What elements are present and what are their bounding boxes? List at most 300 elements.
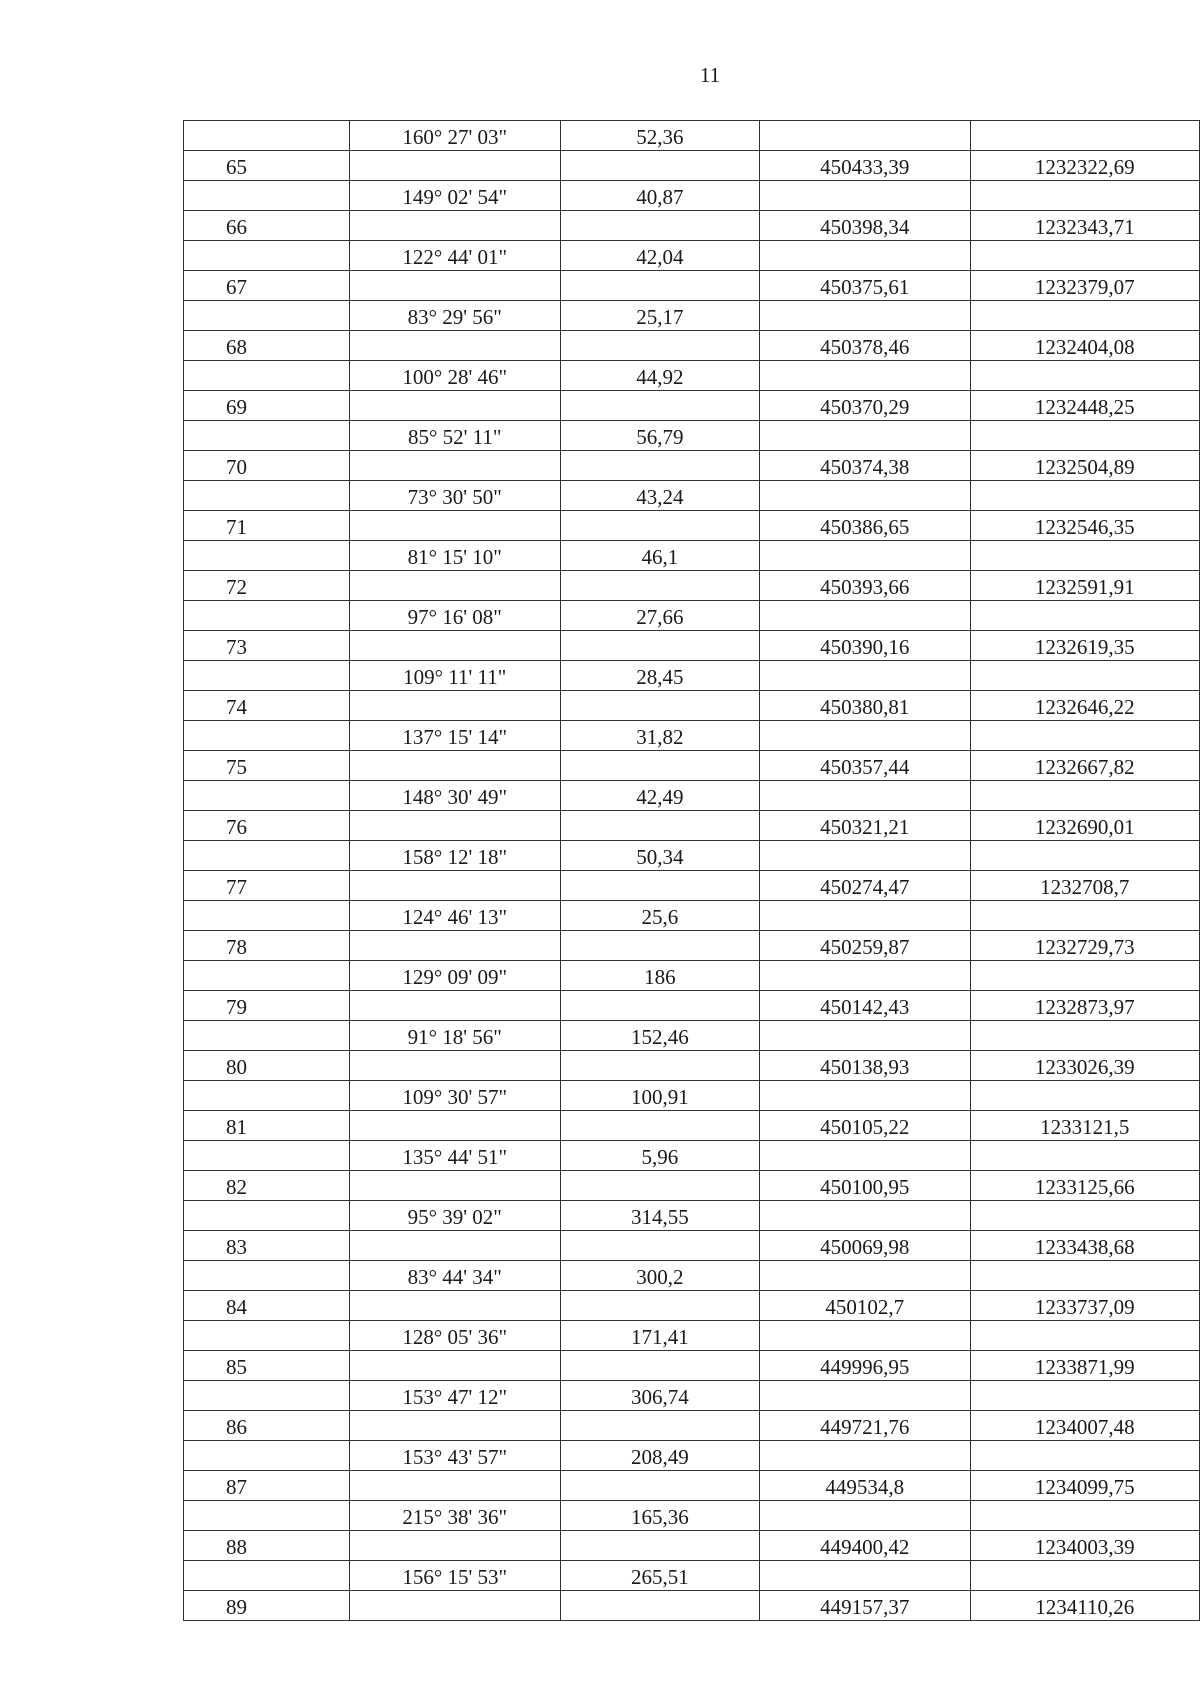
point-number-cell: 65 xyxy=(184,151,350,181)
point-number-cell xyxy=(184,901,350,931)
distance-cell: 152,46 xyxy=(560,1021,759,1051)
direction-angle-cell: 73° 30' 50" xyxy=(349,481,560,511)
y-coordinate-cell xyxy=(970,481,1199,511)
point-number-cell xyxy=(184,781,350,811)
direction-angle-cell xyxy=(349,871,560,901)
distance-cell: 100,91 xyxy=(560,1081,759,1111)
table-row xyxy=(184,541,1200,571)
y-coordinate-cell: 1233121,5 xyxy=(970,1111,1199,1141)
distance-cell: 314,55 xyxy=(560,1201,759,1231)
point-number-cell: 75 xyxy=(184,751,350,781)
x-coordinate-cell xyxy=(760,661,971,691)
distance-cell xyxy=(560,1051,759,1081)
table-row xyxy=(184,631,1200,661)
table-row xyxy=(184,1141,1200,1171)
direction-angle-cell: 83° 29' 56" xyxy=(349,301,560,331)
distance-cell xyxy=(560,1231,759,1261)
x-coordinate-cell: 450375,61 xyxy=(760,271,971,301)
direction-angle-cell xyxy=(349,1591,560,1621)
distance-cell: 27,66 xyxy=(560,601,759,631)
table-row xyxy=(184,1471,1200,1501)
table-row xyxy=(184,751,1200,781)
x-coordinate-cell: 450374,38 xyxy=(760,451,971,481)
y-coordinate-cell xyxy=(970,721,1199,751)
y-coordinate-cell xyxy=(970,1021,1199,1051)
point-number-cell xyxy=(184,661,350,691)
y-coordinate-cell: 1234007,48 xyxy=(970,1411,1199,1441)
point-number-cell: 78 xyxy=(184,931,350,961)
direction-angle-cell xyxy=(349,1351,560,1381)
x-coordinate-cell xyxy=(760,601,971,631)
direction-angle-cell xyxy=(349,211,560,241)
distance-cell xyxy=(560,1351,759,1381)
point-number-cell xyxy=(184,1021,350,1051)
direction-angle-cell xyxy=(349,151,560,181)
direction-angle-cell: 160° 27' 03" xyxy=(349,121,560,151)
point-number-cell xyxy=(184,1381,350,1411)
table-row xyxy=(184,181,1200,211)
distance-cell: 46,1 xyxy=(560,541,759,571)
distance-cell: 171,41 xyxy=(560,1321,759,1351)
y-coordinate-cell xyxy=(970,601,1199,631)
y-coordinate-cell: 1232729,73 xyxy=(970,931,1199,961)
x-coordinate-cell xyxy=(760,1021,971,1051)
distance-cell: 265,51 xyxy=(560,1561,759,1591)
distance-cell xyxy=(560,1411,759,1441)
y-coordinate-cell: 1232343,71 xyxy=(970,211,1199,241)
distance-cell xyxy=(560,631,759,661)
table-row xyxy=(184,391,1200,421)
y-coordinate-cell xyxy=(970,781,1199,811)
direction-angle-cell: 156° 15' 53" xyxy=(349,1561,560,1591)
table-row xyxy=(184,1351,1200,1381)
x-coordinate-cell: 450380,81 xyxy=(760,691,971,721)
y-coordinate-cell: 1232873,97 xyxy=(970,991,1199,1021)
direction-angle-cell xyxy=(349,931,560,961)
table-row xyxy=(184,1531,1200,1561)
distance-cell xyxy=(560,211,759,241)
point-number-cell: 72 xyxy=(184,571,350,601)
table-row xyxy=(184,1231,1200,1261)
distance-cell: 56,79 xyxy=(560,421,759,451)
direction-angle-cell xyxy=(349,1291,560,1321)
y-coordinate-cell: 1232504,89 xyxy=(970,451,1199,481)
x-coordinate-cell: 450370,29 xyxy=(760,391,971,421)
table-row xyxy=(184,1291,1200,1321)
direction-angle-cell: 83° 44' 34" xyxy=(349,1261,560,1291)
y-coordinate-cell: 1233438,68 xyxy=(970,1231,1199,1261)
distance-cell xyxy=(560,331,759,361)
x-coordinate-cell xyxy=(760,961,971,991)
x-coordinate-cell xyxy=(760,721,971,751)
y-coordinate-cell xyxy=(970,541,1199,571)
y-coordinate-cell: 1232322,69 xyxy=(970,151,1199,181)
direction-angle-cell xyxy=(349,271,560,301)
x-coordinate-cell xyxy=(760,901,971,931)
direction-angle-cell xyxy=(349,1171,560,1201)
point-number-cell xyxy=(184,241,350,271)
point-number-cell: 85 xyxy=(184,1351,350,1381)
x-coordinate-cell: 450138,93 xyxy=(760,1051,971,1081)
table-row xyxy=(184,781,1200,811)
direction-angle-cell xyxy=(349,1471,560,1501)
distance-cell xyxy=(560,1291,759,1321)
x-coordinate-cell xyxy=(760,1381,971,1411)
x-coordinate-cell: 450259,87 xyxy=(760,931,971,961)
direction-angle-cell: 100° 28' 46" xyxy=(349,361,560,391)
x-coordinate-cell xyxy=(760,181,971,211)
table-row xyxy=(184,1081,1200,1111)
distance-cell: 300,2 xyxy=(560,1261,759,1291)
x-coordinate-cell: 450386,65 xyxy=(760,511,971,541)
point-number-cell: 77 xyxy=(184,871,350,901)
x-coordinate-cell: 449996,95 xyxy=(760,1351,971,1381)
distance-cell xyxy=(560,1531,759,1561)
x-coordinate-cell xyxy=(760,781,971,811)
distance-cell: 44,92 xyxy=(560,361,759,391)
point-number-cell xyxy=(184,1501,350,1531)
distance-cell xyxy=(560,271,759,301)
table-row xyxy=(184,1051,1200,1081)
y-coordinate-cell: 1232546,35 xyxy=(970,511,1199,541)
distance-cell: 306,74 xyxy=(560,1381,759,1411)
point-number-cell: 83 xyxy=(184,1231,350,1261)
x-coordinate-cell xyxy=(760,1441,971,1471)
y-coordinate-cell: 1233871,99 xyxy=(970,1351,1199,1381)
table-row xyxy=(184,511,1200,541)
y-coordinate-cell: 1232708,7 xyxy=(970,871,1199,901)
direction-angle-cell xyxy=(349,511,560,541)
x-coordinate-cell: 450142,43 xyxy=(760,991,971,1021)
y-coordinate-cell: 1234099,75 xyxy=(970,1471,1199,1501)
distance-cell: 28,45 xyxy=(560,661,759,691)
y-coordinate-cell xyxy=(970,1081,1199,1111)
y-coordinate-cell: 1233125,66 xyxy=(970,1171,1199,1201)
direction-angle-cell xyxy=(349,1111,560,1141)
point-number-cell xyxy=(184,361,350,391)
table-row xyxy=(184,661,1200,691)
direction-angle-cell: 122° 44' 01" xyxy=(349,241,560,271)
y-coordinate-cell: 1232619,35 xyxy=(970,631,1199,661)
direction-angle-cell: 91° 18' 56" xyxy=(349,1021,560,1051)
coordinates-table xyxy=(183,120,1200,1621)
table-row xyxy=(184,691,1200,721)
direction-angle-cell xyxy=(349,391,560,421)
table-row xyxy=(184,901,1200,931)
x-coordinate-cell xyxy=(760,1501,971,1531)
y-coordinate-cell xyxy=(970,901,1199,931)
x-coordinate-cell xyxy=(760,241,971,271)
distance-cell: 52,36 xyxy=(560,121,759,151)
distance-cell: 31,82 xyxy=(560,721,759,751)
x-coordinate-cell: 450321,21 xyxy=(760,811,971,841)
distance-cell xyxy=(560,1171,759,1201)
page-number: 11 xyxy=(699,63,721,87)
y-coordinate-cell: 1232448,25 xyxy=(970,391,1199,421)
y-coordinate-cell: 1234003,39 xyxy=(970,1531,1199,1561)
x-coordinate-cell xyxy=(760,1201,971,1231)
distance-cell: 25,6 xyxy=(560,901,759,931)
x-coordinate-cell: 450069,98 xyxy=(760,1231,971,1261)
y-coordinate-cell xyxy=(970,421,1199,451)
point-number-cell xyxy=(184,1201,350,1231)
table-row xyxy=(184,1411,1200,1441)
y-coordinate-cell xyxy=(970,1441,1199,1471)
distance-cell xyxy=(560,1471,759,1501)
table-row xyxy=(184,841,1200,871)
table-row xyxy=(184,451,1200,481)
x-coordinate-cell: 450378,46 xyxy=(760,331,971,361)
distance-cell xyxy=(560,691,759,721)
direction-angle-cell: 85° 52' 11" xyxy=(349,421,560,451)
x-coordinate-cell xyxy=(760,1261,971,1291)
direction-angle-cell: 153° 47' 12" xyxy=(349,1381,560,1411)
x-coordinate-cell xyxy=(760,301,971,331)
y-coordinate-cell: 1232379,07 xyxy=(970,271,1199,301)
table-row xyxy=(184,1171,1200,1201)
direction-angle-cell: 149° 02' 54" xyxy=(349,181,560,211)
coordinates-table-body xyxy=(184,121,1200,1621)
table-row xyxy=(184,931,1200,961)
y-coordinate-cell xyxy=(970,1561,1199,1591)
x-coordinate-cell: 450102,7 xyxy=(760,1291,971,1321)
x-coordinate-cell: 450105,22 xyxy=(760,1111,971,1141)
direction-angle-cell xyxy=(349,991,560,1021)
table-row xyxy=(184,271,1200,301)
x-coordinate-cell: 449157,37 xyxy=(760,1591,971,1621)
distance-cell: 40,87 xyxy=(560,181,759,211)
table-row xyxy=(184,1201,1200,1231)
table-row xyxy=(184,1381,1200,1411)
distance-cell: 186 xyxy=(560,961,759,991)
distance-cell xyxy=(560,751,759,781)
distance-cell: 208,49 xyxy=(560,1441,759,1471)
table-row xyxy=(184,421,1200,451)
y-coordinate-cell xyxy=(970,121,1199,151)
y-coordinate-cell xyxy=(970,241,1199,271)
table-row xyxy=(184,1111,1200,1141)
distance-cell xyxy=(560,451,759,481)
direction-angle-cell: 81° 15' 10" xyxy=(349,541,560,571)
direction-angle-cell xyxy=(349,811,560,841)
distance-cell xyxy=(560,391,759,421)
point-number-cell: 69 xyxy=(184,391,350,421)
point-number-cell: 86 xyxy=(184,1411,350,1441)
distance-cell xyxy=(560,991,759,1021)
y-coordinate-cell xyxy=(970,1501,1199,1531)
point-number-cell xyxy=(184,1081,350,1111)
y-coordinate-cell: 1232404,08 xyxy=(970,331,1199,361)
point-number-cell xyxy=(184,961,350,991)
y-coordinate-cell: 1233026,39 xyxy=(970,1051,1199,1081)
direction-angle-cell xyxy=(349,1051,560,1081)
point-number-cell: 73 xyxy=(184,631,350,661)
table-row xyxy=(184,331,1200,361)
y-coordinate-cell xyxy=(970,1261,1199,1291)
point-number-cell: 81 xyxy=(184,1111,350,1141)
table-row xyxy=(184,961,1200,991)
table-row xyxy=(184,991,1200,1021)
distance-cell xyxy=(560,511,759,541)
distance-cell xyxy=(560,1111,759,1141)
y-coordinate-cell xyxy=(970,841,1199,871)
x-coordinate-cell xyxy=(760,1081,971,1111)
y-coordinate-cell xyxy=(970,661,1199,691)
direction-angle-cell xyxy=(349,1411,560,1441)
y-coordinate-cell: 1232667,82 xyxy=(970,751,1199,781)
table-row xyxy=(184,871,1200,901)
x-coordinate-cell xyxy=(760,121,971,151)
direction-angle-cell: 129° 09' 09" xyxy=(349,961,560,991)
distance-cell xyxy=(560,811,759,841)
point-number-cell: 89 xyxy=(184,1591,350,1621)
x-coordinate-cell: 450393,66 xyxy=(760,571,971,601)
direction-angle-cell: 153° 43' 57" xyxy=(349,1441,560,1471)
direction-angle-cell: 128° 05' 36" xyxy=(349,1321,560,1351)
distance-cell: 5,96 xyxy=(560,1141,759,1171)
x-coordinate-cell xyxy=(760,1141,971,1171)
y-coordinate-cell xyxy=(970,1141,1199,1171)
distance-cell: 42,49 xyxy=(560,781,759,811)
distance-cell: 42,04 xyxy=(560,241,759,271)
x-coordinate-cell: 449400,42 xyxy=(760,1531,971,1561)
table-row xyxy=(184,601,1200,631)
direction-angle-cell xyxy=(349,451,560,481)
table-row xyxy=(184,1561,1200,1591)
point-number-cell: 84 xyxy=(184,1291,350,1321)
direction-angle-cell: 124° 46' 13" xyxy=(349,901,560,931)
distance-cell xyxy=(560,1591,759,1621)
table-row xyxy=(184,1441,1200,1471)
y-coordinate-cell: 1234110,26 xyxy=(970,1591,1199,1621)
table-row xyxy=(184,721,1200,751)
direction-angle-cell: 148° 30' 49" xyxy=(349,781,560,811)
x-coordinate-cell: 450357,44 xyxy=(760,751,971,781)
y-coordinate-cell xyxy=(970,181,1199,211)
y-coordinate-cell xyxy=(970,1321,1199,1351)
point-number-cell xyxy=(184,301,350,331)
x-coordinate-cell: 449721,76 xyxy=(760,1411,971,1441)
direction-angle-cell xyxy=(349,1231,560,1261)
distance-cell xyxy=(560,151,759,181)
distance-cell: 43,24 xyxy=(560,481,759,511)
direction-angle-cell xyxy=(349,631,560,661)
x-coordinate-cell xyxy=(760,1321,971,1351)
y-coordinate-cell: 1233737,09 xyxy=(970,1291,1199,1321)
distance-cell xyxy=(560,571,759,601)
table-row xyxy=(184,1021,1200,1051)
point-number-cell xyxy=(184,541,350,571)
point-number-cell xyxy=(184,1441,350,1471)
distance-cell: 25,17 xyxy=(560,301,759,331)
point-number-cell xyxy=(184,721,350,751)
table-row xyxy=(184,1591,1200,1621)
point-number-cell xyxy=(184,481,350,511)
direction-angle-cell: 135° 44' 51" xyxy=(349,1141,560,1171)
direction-angle-cell: 215° 38' 36" xyxy=(349,1501,560,1531)
x-coordinate-cell xyxy=(760,421,971,451)
table-row xyxy=(184,151,1200,181)
point-number-cell: 80 xyxy=(184,1051,350,1081)
table-row xyxy=(184,1321,1200,1351)
y-coordinate-cell xyxy=(970,301,1199,331)
direction-angle-cell: 97° 16' 08" xyxy=(349,601,560,631)
table-row xyxy=(184,121,1200,151)
point-number-cell xyxy=(184,1321,350,1351)
distance-cell: 50,34 xyxy=(560,841,759,871)
point-number-cell xyxy=(184,121,350,151)
table-row xyxy=(184,361,1200,391)
direction-angle-cell xyxy=(349,751,560,781)
point-number-cell xyxy=(184,1561,350,1591)
point-number-cell xyxy=(184,181,350,211)
direction-angle-cell xyxy=(349,691,560,721)
y-coordinate-cell: 1232646,22 xyxy=(970,691,1199,721)
point-number-cell: 68 xyxy=(184,331,350,361)
y-coordinate-cell xyxy=(970,361,1199,391)
x-coordinate-cell xyxy=(760,361,971,391)
distance-cell xyxy=(560,931,759,961)
point-number-cell: 71 xyxy=(184,511,350,541)
table-row xyxy=(184,241,1200,271)
point-number-cell xyxy=(184,1261,350,1291)
point-number-cell xyxy=(184,601,350,631)
direction-angle-cell xyxy=(349,571,560,601)
x-coordinate-cell: 450433,39 xyxy=(760,151,971,181)
x-coordinate-cell xyxy=(760,841,971,871)
table-row xyxy=(184,1501,1200,1531)
table-row xyxy=(184,301,1200,331)
direction-angle-cell: 95° 39' 02" xyxy=(349,1201,560,1231)
direction-angle-cell: 109° 11' 11" xyxy=(349,661,560,691)
y-coordinate-cell xyxy=(970,961,1199,991)
x-coordinate-cell: 450398,34 xyxy=(760,211,971,241)
direction-angle-cell xyxy=(349,1531,560,1561)
point-number-cell: 79 xyxy=(184,991,350,1021)
table-row xyxy=(184,811,1200,841)
table-row xyxy=(184,1261,1200,1291)
point-number-cell: 67 xyxy=(184,271,350,301)
direction-angle-cell: 158° 12' 18" xyxy=(349,841,560,871)
point-number-cell: 74 xyxy=(184,691,350,721)
table-row xyxy=(184,571,1200,601)
point-number-cell xyxy=(184,421,350,451)
y-coordinate-cell: 1232690,01 xyxy=(970,811,1199,841)
x-coordinate-cell: 450274,47 xyxy=(760,871,971,901)
table-row xyxy=(184,481,1200,511)
distance-cell xyxy=(560,871,759,901)
distance-cell: 165,36 xyxy=(560,1501,759,1531)
point-number-cell: 76 xyxy=(184,811,350,841)
point-number-cell: 88 xyxy=(184,1531,350,1561)
direction-angle-cell: 109° 30' 57" xyxy=(349,1081,560,1111)
point-number-cell xyxy=(184,1141,350,1171)
point-number-cell: 87 xyxy=(184,1471,350,1501)
point-number-cell: 66 xyxy=(184,211,350,241)
y-coordinate-cell: 1232591,91 xyxy=(970,571,1199,601)
x-coordinate-cell: 450100,95 xyxy=(760,1171,971,1201)
x-coordinate-cell: 450390,16 xyxy=(760,631,971,661)
y-coordinate-cell xyxy=(970,1201,1199,1231)
x-coordinate-cell xyxy=(760,1561,971,1591)
x-coordinate-cell xyxy=(760,481,971,511)
point-number-cell: 70 xyxy=(184,451,350,481)
table-row xyxy=(184,211,1200,241)
x-coordinate-cell: 449534,8 xyxy=(760,1471,971,1501)
direction-angle-cell xyxy=(349,331,560,361)
direction-angle-cell: 137° 15' 14" xyxy=(349,721,560,751)
point-number-cell xyxy=(184,841,350,871)
